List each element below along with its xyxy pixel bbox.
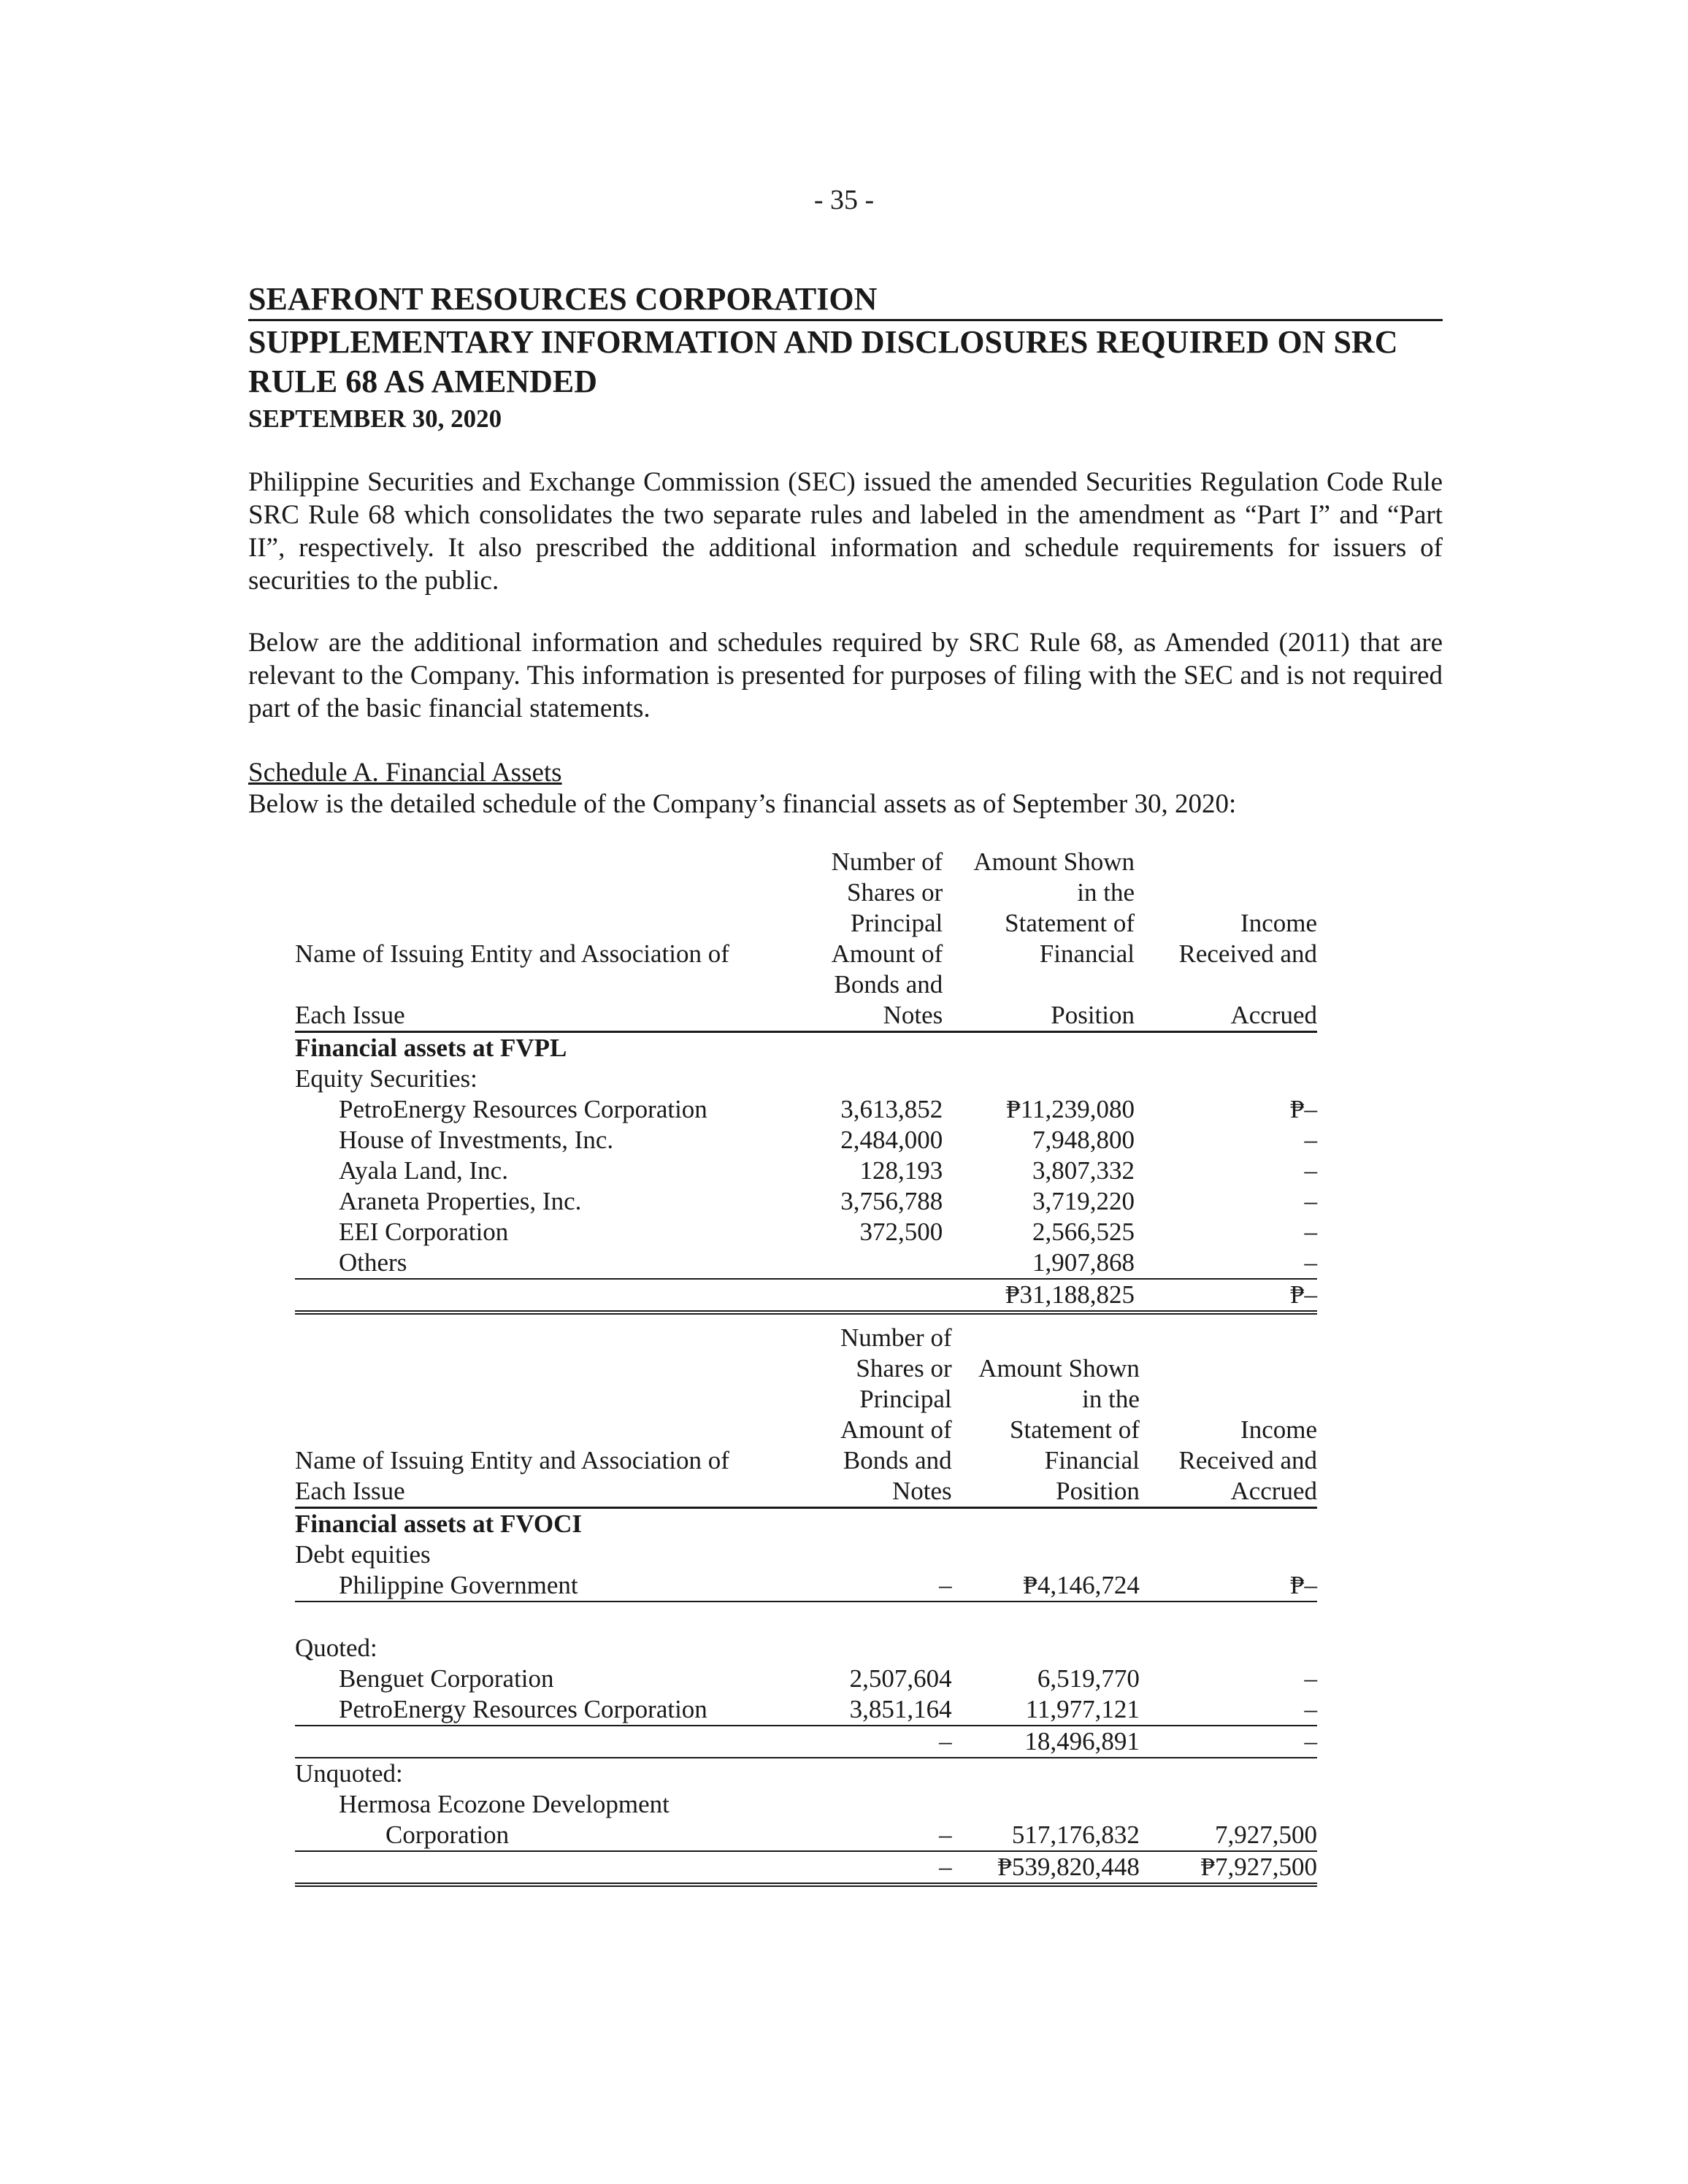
row-amount: 517,176,832	[952, 1820, 1140, 1851]
header-amount: in the	[1082, 1385, 1140, 1413]
header-shares: Principal	[859, 1385, 952, 1413]
header-amount: Position	[943, 969, 1135, 1032]
subtotal-amount: 18,496,891	[952, 1726, 1140, 1758]
table-row	[295, 1664, 1317, 1694]
header-name: Name of Issuing Entity and Association of	[295, 1446, 729, 1474]
row-name: PetroEnergy Resources Corporation	[295, 1694, 789, 1726]
table-row	[295, 1186, 1317, 1217]
row-amount: 3,719,220	[1032, 1187, 1135, 1215]
total-row	[295, 1851, 1317, 1885]
header-amount: Amount Shown	[978, 1354, 1140, 1383]
table-row	[295, 1094, 1317, 1125]
header-shares: Shares or	[856, 1354, 952, 1383]
row-shares: 372,500	[859, 1218, 943, 1246]
group-label: Unquoted:	[295, 1759, 403, 1788]
row-name: House of Investments, Inc.	[339, 1126, 614, 1154]
row-amount: 3,807,332	[1032, 1156, 1135, 1185]
row-income: –	[1304, 1156, 1317, 1185]
subtotal-row	[295, 1726, 1317, 1758]
header-income: Received and	[1178, 939, 1317, 968]
total-income: ₱7,927,500	[1140, 1851, 1317, 1885]
header-amount: in the	[1077, 878, 1135, 907]
row-income: –	[1304, 1126, 1317, 1154]
row-income: –	[1140, 1694, 1317, 1726]
row-income: –	[1304, 1664, 1317, 1693]
row-income: –	[1135, 1247, 1317, 1279]
row-name: Benguet Corporation	[339, 1664, 554, 1693]
row-income: –	[1304, 1187, 1317, 1215]
header-shares: Amount of	[831, 939, 943, 968]
header-shares: Amount of	[840, 1415, 952, 1444]
total-row	[295, 1279, 1317, 1312]
row-amount: 7,948,800	[1032, 1126, 1135, 1154]
header-amount: Position	[952, 1476, 1140, 1508]
header-income: Income	[1240, 909, 1317, 937]
row-shares: 3,613,852	[840, 1095, 943, 1123]
company-name: SEAFRONT RESOURCES CORPORATION	[248, 281, 1443, 321]
header-shares: Notes	[789, 1476, 951, 1508]
row-amount: 1,907,868	[943, 1247, 1135, 1279]
fvpl-table	[295, 847, 1317, 1315]
header-amount: Financial	[1039, 939, 1135, 968]
schedule-description: Below is the detailed schedule of the Company’s financial assets as of September 30, 2020:	[248, 789, 1237, 819]
row-income: ₱–	[1140, 1570, 1317, 1602]
row-income: –	[1304, 1218, 1317, 1246]
header-income: Accrued	[1140, 1476, 1317, 1508]
row-income: ₱–	[1290, 1095, 1317, 1123]
document-header	[248, 281, 1443, 435]
header-amount: Statement of	[1010, 1415, 1140, 1444]
intro-paragraph: Philippine Securities and Exchange Commission (SEC) issued the amended Securities Regulation Code Rule SRC Rule 68 which consolidates the two separate rules and labeled in the amendment as “Part I” and “Part II”, respectively. It also prescribed the additional information and schedule requirements for issuers of securities to the public.	[248, 467, 1443, 596]
total-income: ₱–	[1135, 1279, 1317, 1312]
row-name: PetroEnergy Resources Corporation	[339, 1095, 707, 1123]
row-amount: 2,566,525	[1032, 1218, 1135, 1246]
header-shares: Bonds and Notes	[773, 969, 943, 1032]
group-label: Debt equities	[295, 1540, 431, 1569]
table-row	[295, 1125, 1317, 1156]
section-title: Financial assets at FVOCI	[295, 1510, 583, 1538]
section-title: Financial assets at FVPL	[295, 1034, 567, 1062]
row-name: Hermosa Ecozone Development	[339, 1790, 670, 1818]
total-shares: –	[789, 1851, 951, 1885]
row-shares: –	[789, 1570, 951, 1602]
group-label: Quoted:	[295, 1634, 377, 1662]
table-row	[295, 1156, 1317, 1186]
header-shares: Principal	[850, 909, 943, 937]
document-subtitle: SUPPLEMENTARY INFORMATION AND DISCLOSURES REQUIRED ON SRC RULE 68 AS AMENDED	[248, 324, 1398, 399]
table-row	[295, 1570, 1317, 1602]
total-amount: ₱539,820,448	[952, 1851, 1140, 1885]
header-shares: Number of	[840, 1323, 952, 1352]
row-shares	[773, 1247, 943, 1279]
table-row	[295, 1217, 1317, 1247]
header-amount: Statement of	[1005, 909, 1135, 937]
group-label: Equity Securities:	[295, 1064, 477, 1093]
row-name: Philippine Government	[295, 1570, 789, 1602]
row-amount: 11,977,121	[952, 1694, 1140, 1726]
row-name: Others	[295, 1247, 773, 1279]
subtotal-shares: –	[789, 1726, 951, 1758]
row-amount: ₱11,239,080	[1006, 1095, 1135, 1123]
header-amount: Amount Shown	[973, 847, 1135, 876]
row-shares: 3,756,788	[840, 1187, 943, 1215]
header-name: Each Issue	[295, 969, 773, 1032]
row-shares: 2,484,000	[840, 1126, 943, 1154]
table-row	[295, 1694, 1317, 1726]
row-shares: 3,851,164	[789, 1694, 951, 1726]
header-shares: Shares or	[847, 878, 943, 907]
row-amount: ₱4,146,724	[952, 1570, 1140, 1602]
header-income: Income	[1240, 1415, 1317, 1444]
row-shares: 128,193	[859, 1156, 943, 1185]
header-amount: Financial	[1044, 1446, 1140, 1474]
total-amount: ₱31,188,825	[943, 1279, 1135, 1312]
header-name: Each Issue	[295, 1476, 789, 1508]
header-income: Accrued	[1135, 969, 1317, 1032]
header-shares: Number of	[831, 847, 943, 876]
row-shares: –	[789, 1820, 951, 1851]
row-name: EEI Corporation	[339, 1218, 509, 1246]
header-income: Received and	[1178, 1446, 1317, 1474]
header-name: Name of Issuing Entity and Association of	[295, 939, 729, 968]
table-row	[295, 1247, 1317, 1279]
row-shares: 2,507,604	[849, 1664, 952, 1693]
header-shares: Bonds and	[843, 1446, 952, 1474]
row-name: Araneta Properties, Inc.	[339, 1187, 582, 1215]
row-amount: 6,519,770	[1037, 1664, 1140, 1693]
scope-paragraph: Below are the additional information and schedules required by SRC Rule 68, as Amended (2011) that are relevant to the Company. This information is presented for purposes of filing with the SEC and is not required part of the basic financial statements.	[248, 628, 1443, 723]
schedule-title: Schedule A. Financial Assets	[248, 758, 562, 788]
page-number: - 35 -	[813, 185, 875, 215]
row-name: Ayala Land, Inc.	[339, 1156, 508, 1185]
document-date: SEPTEMBER 30, 2020	[248, 404, 502, 433]
fvoci-table	[295, 1323, 1317, 1887]
subtotal-income: –	[1140, 1726, 1317, 1758]
table-row	[295, 1820, 1317, 1851]
row-income: 7,927,500	[1140, 1820, 1317, 1851]
row-name: Corporation	[295, 1820, 789, 1851]
